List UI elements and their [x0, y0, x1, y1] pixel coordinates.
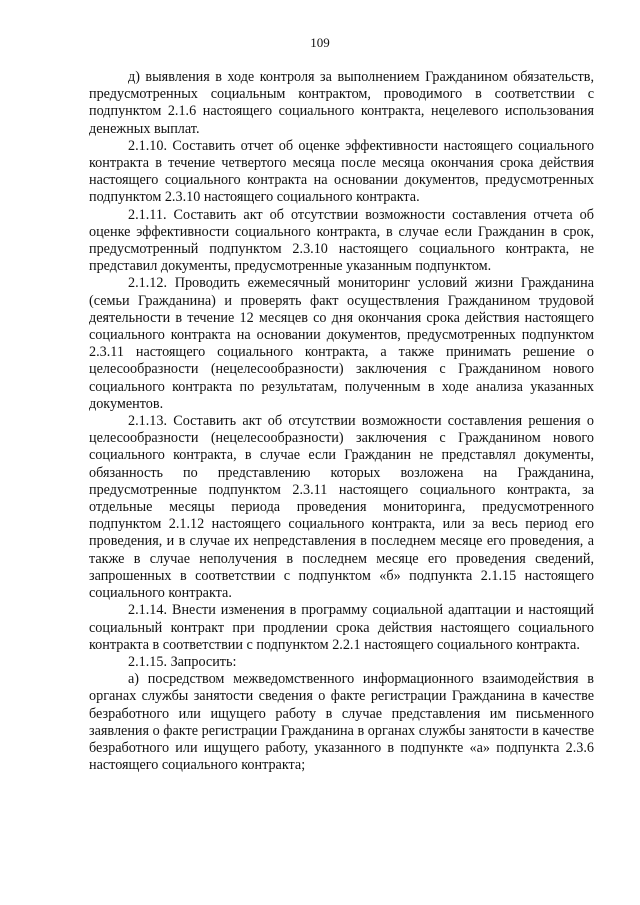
page-number: 109: [310, 35, 330, 50]
paragraph-2-1-10: 2.1.10. Составить отчет об оценке эффективности настоящего социального контракта в течение четвертого месяца после месяца окончания срока действия настоящего социального контракта на основании документов, предусмотренных подпунктом 2.3.10 настоящего социального контракта.: [89, 137, 594, 206]
paragraph-2-1-13: 2.1.13. Составить акт об отсутствии возможности составления решения о целесообразности (нецелесообразности) заключения с Гражданином нового социального контракта, в случае если Гражданин не представлял документы, обязанность по представлению которых возложена на Гражданина, предусмотренные подпунктом 2.3.11 настоящего социального контракта, за отдельные месяцы периода проведения мониторинга, предусмотренного подпунктом 2.1.12 настоящего социального контракта, или за весь период его проведения, и в случае их непредставления в последнем месяце его проведения, а также в случае неполучения в последнем месяце его проведения сведений, запрошенных в соответствии с подпунктом «б» подпункта 2.1.15 настоящего социального контракта.: [89, 413, 594, 602]
paragraph-2-1-14: 2.1.14. Внести изменения в программу социальной адаптации и настоящий социальный контракт при продлении срока действия настоящего социального контракта в соответствии с подпунктом 2.2.1 настоящего социального контракта.: [89, 602, 594, 653]
paragraph-2-1-15: 2.1.15. Запросить:: [128, 653, 237, 670]
paragraph-d-violations: д) выявления в ходе контроля за выполнением Гражданином обязательств, предусмотренных социальным контрактом, проводимого в соответствии с подпунктом 2.1.6 настоящего социального контракта, нецелевого использования денежных выплат.: [89, 69, 594, 137]
paragraph-2-1-12: 2.1.12. Проводить ежемесячный мониторинг условий жизни Гражданина (семьи Гражданина) и проверять факт осуществления Гражданином трудовой деятельности в течение 12 месяцев со дня окончания срока действия настоящего социального контракта на основании документов, предусмотренных подпунктом 2.3.11 настоящего социального контракта, а также принимать решение о целесообразности (нецелесообразности) заключения с Гражданином нового социального контракта по результатам, полученным в ходе анализа указанных документов.: [89, 275, 594, 412]
document-body: [89, 69, 594, 774]
paragraph-2-1-15-a: а) посредством межведомственного информационного взаимодействия в органах службы занятости сведения о факте регистрации Гражданина в качестве безработного или ищущего работу в случае представления им письменного заявления о факте регистрации Гражданина в органах службы занятости в качестве безработного или ищущего работу, указанного в подпункте «а» подпункта 2.3.6 настоящего социального контракта;: [89, 671, 594, 774]
paragraph-2-1-11: 2.1.11. Составить акт об отсутствии возможности составления отчета об оценке эффективности социального контракта, в случае если Гражданин в срок, предусмотренный подпунктом 2.3.10 настоящего социального контракта, не представил документы, предусмотренные указанным подпунктом.: [89, 206, 594, 275]
